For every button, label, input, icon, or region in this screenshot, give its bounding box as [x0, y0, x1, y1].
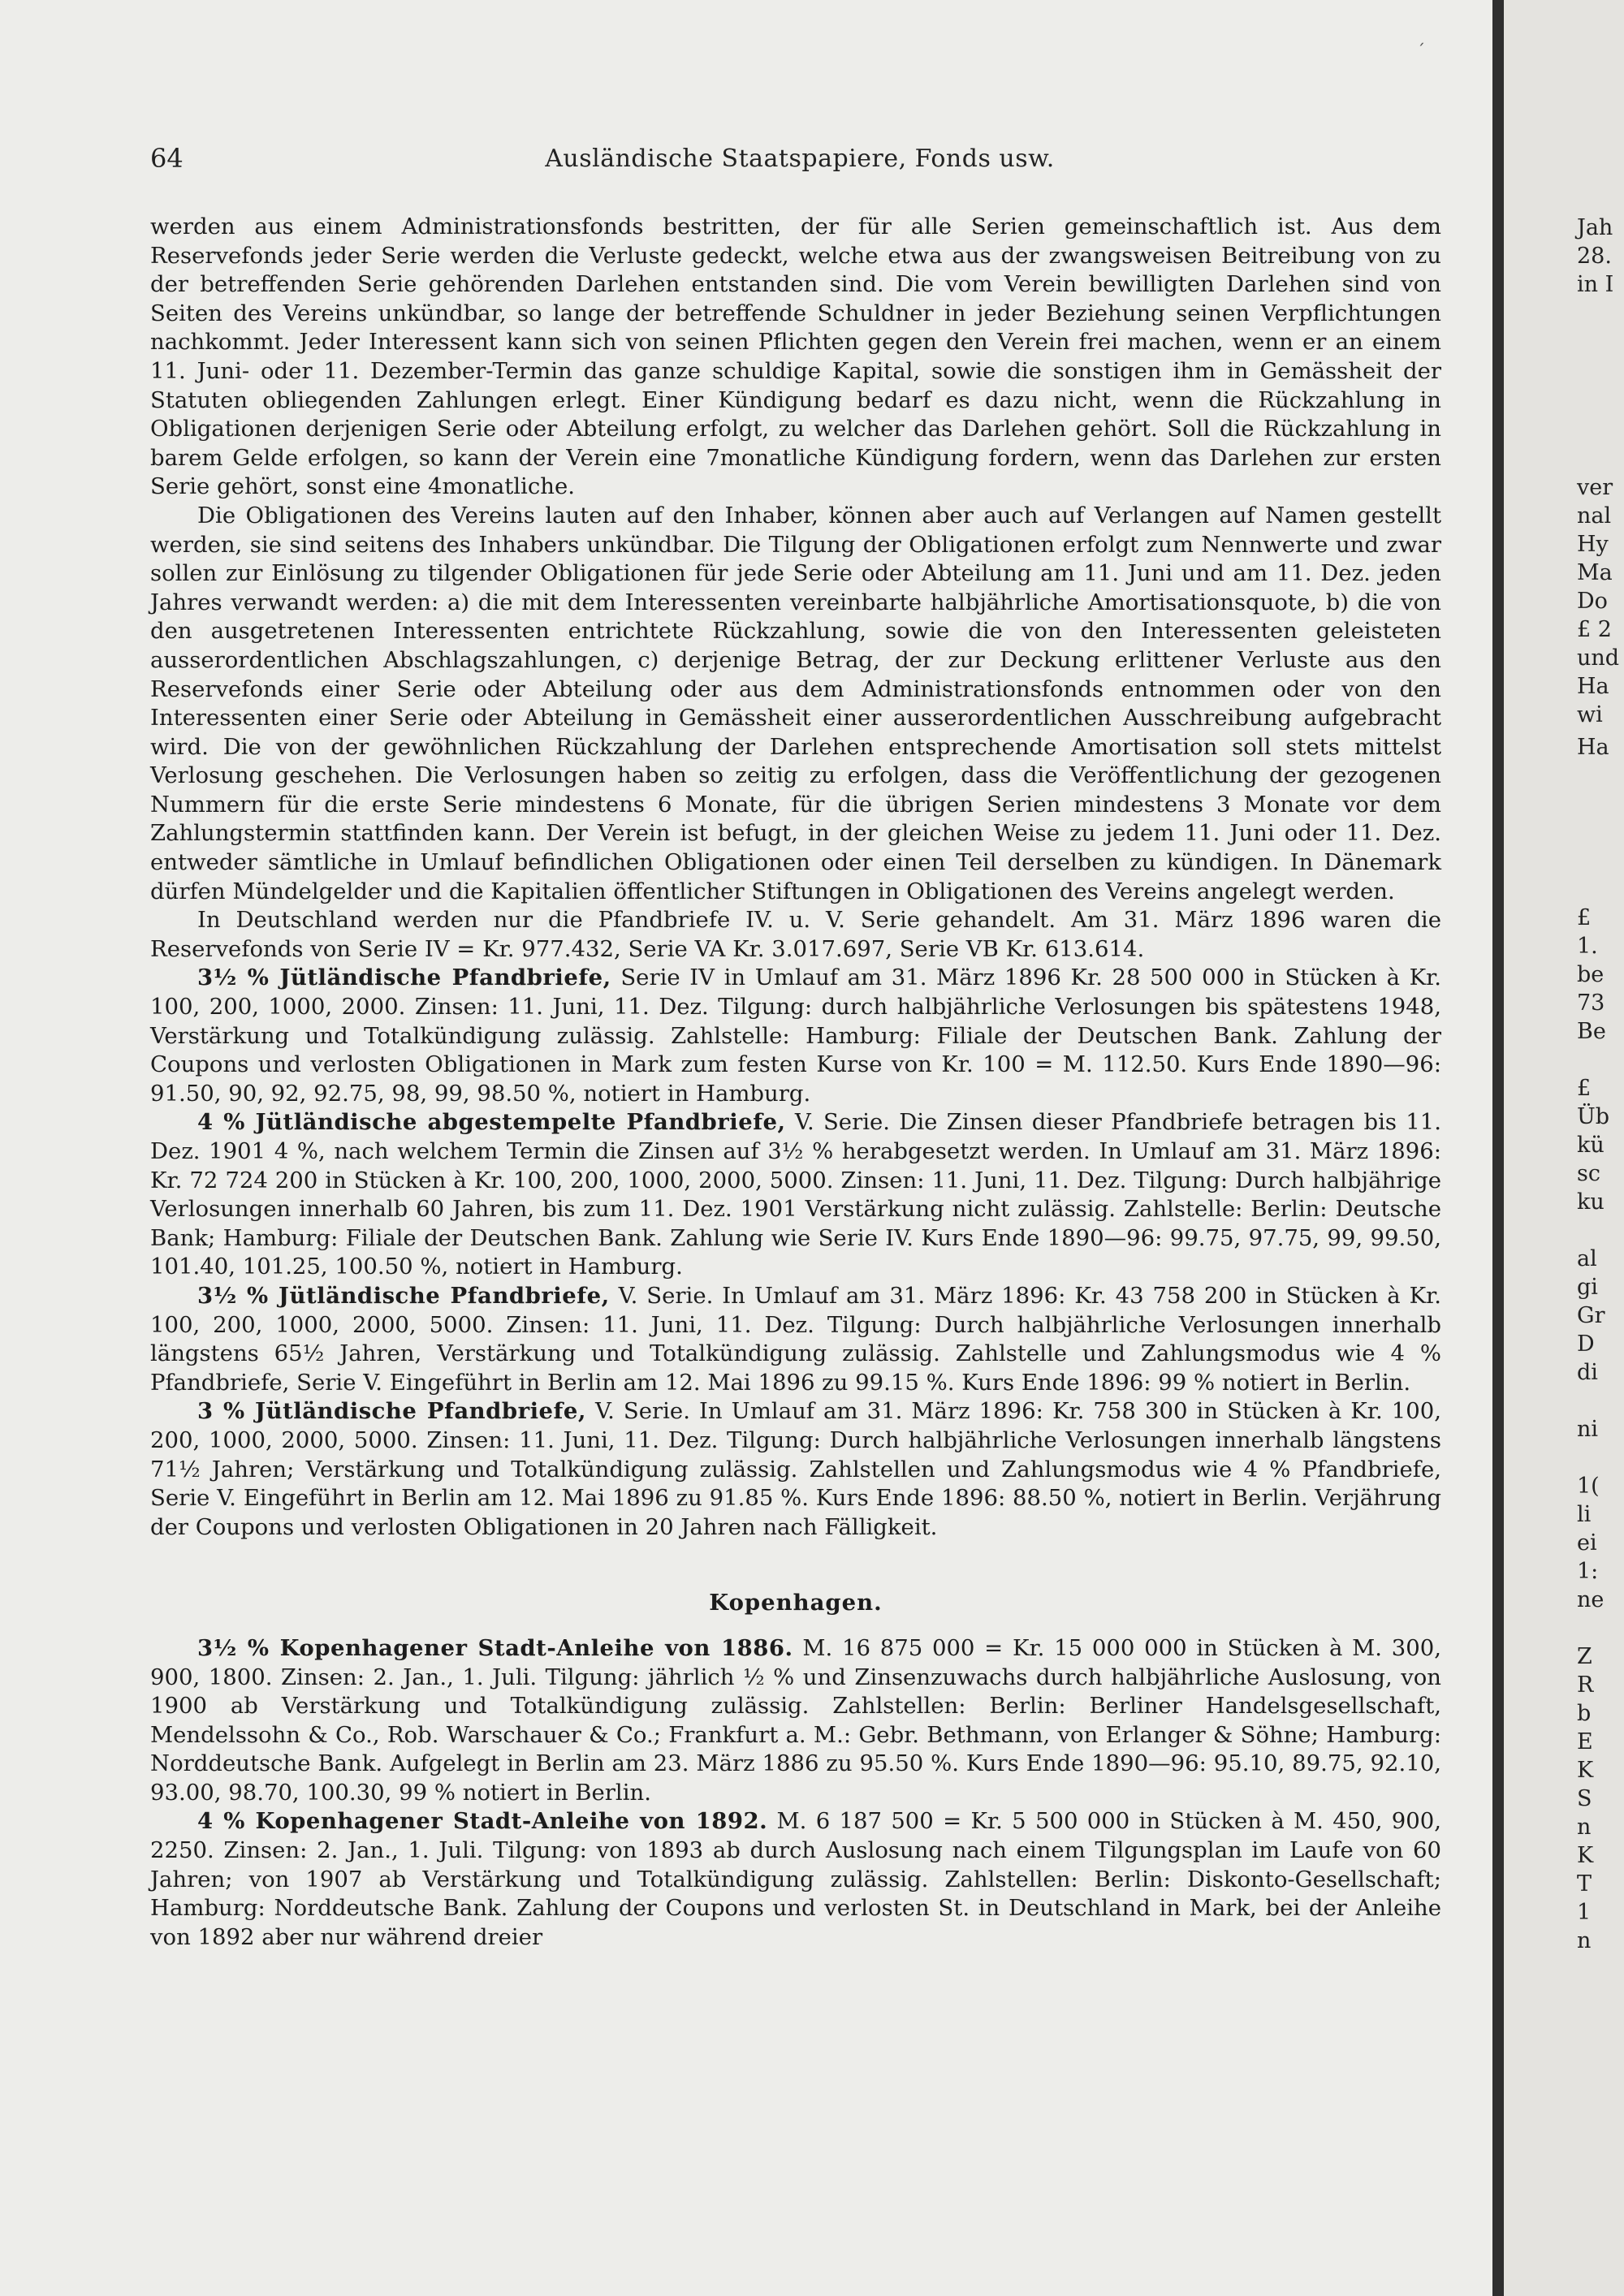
adjacent-page-fragment: K	[1577, 1843, 1594, 1868]
entry-jutland-3-serie-v	[150, 1397, 1441, 1542]
entry-text: V. Serie. In Umlauf am 31. März 1896: Kr. 43 758 200 in Stücken à Kr. 100, 200, 1000, 2000, 5000. Zinsen: 11. Juni, 11. Dez. Tilgung: Durch halbjährliche Verlosungen innerhalb längstens 65½ Jahren, Verstärkung und Totalkündigung zulässig. Zahlstelle und Zahlungsmodus wie 4 % Pfandbriefe, Serie V. Eingeführt in Berlin am 12. Mai 1896 zu 99.15 %. Kurs Ende 1896: 99 % notiert in Berlin.	[150, 1282, 1442, 1396]
entry-heading: 4 % Kopenhagener Stadt-Anleihe von 1892.	[197, 1808, 768, 1835]
adjacent-page-fragment: ku	[1577, 1189, 1605, 1215]
adjacent-page-fragment: Gr	[1577, 1303, 1605, 1328]
adjacent-page-fragment: Ma	[1577, 560, 1613, 585]
adjacent-page-fragment: ne	[1577, 1587, 1605, 1612]
entry-heading: 3 % Jütländische Pfandbriefe,	[197, 1398, 586, 1425]
adjacent-page-fragment: Do	[1577, 589, 1608, 614]
book-gutter	[1492, 0, 1504, 2296]
adjacent-page-fragment: Ha	[1577, 674, 1609, 699]
adjacent-page-fragment: li	[1577, 1502, 1592, 1527]
adjacent-page-fragment: ni	[1577, 1417, 1599, 1442]
adjacent-page-fragment: Üb	[1577, 1104, 1610, 1129]
entry-text: V. Serie. Die Zinsen dieser Pfandbriefe betragen bis 11. Dez. 1901 4 %, nach welchem Termin die Zinsen auf 3½ % herabgesetzt werden. In Umlauf am 31. März 1896: Kr. 72 724 200 in Stücken à Kr. 100, 200, 1000, 2000, 5000. Zinsen: 11. Juni, 11. Dez. Tilgung: Durch halbjährige Verlosungen innerhalb 60 Jahren, bis zum 11. Dez. 1901 Verstärkung nicht zulässig. Zahlstelle: Berlin: Deutsche Bank; Hamburg: Filiale der Deutschen Bank. Zahlung wie Serie IV. Kurs Ende 1890—96: 99.75, 97.75, 99, 99.50, 101.40, 101.25, 100.50 %, notiert in Hamburg.	[150, 1109, 1441, 1280]
adjacent-page-fragment: T	[1577, 1871, 1592, 1897]
entry-text: M. 16 875 000 = Kr. 15 000 000 in Stücken à M. 300, 900, 1800. Zinsen: 2. Jan., 1. Juli. Tilgung: jährlich ½ % und Zinsenzuwachs durch halbjährliche Auslosung, von 1900 ab Verstärkung und Totalkündigung zulässig. Zahlstellen: Berlin: Berliner Handelsgesellschaft, Mendelssohn & Co., Rob. Warschauer & Co.; Frankfurt a. M.: Gebr. Bethmann, von Erlanger & Söhne; Hamburg: Norddeutsche Bank. Aufgelegt in Berlin am 23. März 1886 zu 95.50 %. Kurs Ende 1890—96: 95.10, 89.75, 92.10, 93.00, 98.70, 100.30, 99 % notiert in Berlin.	[150, 1634, 1441, 1806]
adjacent-page-fragment: ver	[1577, 475, 1613, 500]
paragraph-deutschland: In Deutschland werden nur die Pfandbriefe IV. u. V. Serie gehandelt. Am 31. März 1896 waren die Reservefonds von Serie IV = Kr. 977.432, Serie VA Kr. 3.017.697, Serie VB Kr. 613.614.	[150, 907, 1441, 962]
adjacent-page-fragment: n	[1577, 1928, 1592, 1953]
adjacent-page-fragment: £	[1577, 905, 1592, 930]
entry-heading: 3½ % Jütländische Pfandbriefe,	[197, 965, 611, 991]
adjacent-page-fragment: und	[1577, 645, 1620, 671]
adjacent-page-fragment: K	[1577, 1758, 1594, 1783]
adjacent-page-fragment: 73	[1577, 990, 1605, 1016]
adjacent-page-fragment: al	[1577, 1246, 1597, 1271]
adjacent-page-fragment: £	[1577, 1076, 1592, 1101]
adjacent-page-fragment: in I	[1577, 272, 1614, 297]
adjacent-page-fragment: Ha	[1577, 735, 1609, 760]
adjacent-page-fragment: Hy	[1577, 532, 1609, 557]
adjacent-page-fragment: Jah	[1577, 215, 1613, 240]
adjacent-page-fragment: 1(	[1577, 1474, 1600, 1499]
entry-text: V. Serie. In Umlauf am 31. März 1896: Kr. 758 300 in Stücken à Kr. 100, 200, 1000, 2000, 5000. Zinsen: 11. Juni, 11. Dez. Tilgung: Durch halbjährliche Verlosungen innerhalb längstens 71½ Jahren; Verstärkung und Totalkündigung zulässig. Zahlstellen und Zahlungsmodus wie 4 % Pfandbriefe, Serie V. Eingeführt in Berlin am 12. Mai 1896 zu 91.85 %. Kurs Ende 1896: 88.50 %, notiert in Berlin. Verjährung der Coupons und verlosten Obligationen in 20 Jahren nach Fälligkeit.	[150, 1398, 1441, 1540]
paragraph-obligationen: Die Obligationen des Vereins lauten auf den Inhaber, können aber auch auf Verlangen auf Namen gestellt werden, sie sind seitens des Inhabers unkündbar. Die Tilgung der Obligationen erfolgt zum Nennwerte und zwar sollen zur Einlösung zu tilgender Obligationen für jede Serie oder Abteilung am 11. Juni und am 11. Dez. jeden Jahres verwandt werden: a) die mit dem Interessenten vereinbarte halbjährliche Amortisationsquote, b) die von den ausgetretenen Interessenten entrichtete Rückzahlung, sowie die von den Interessenten geleisteten ausserordentlichen Abschlagszahlungen, c) derjenige Betrag, der zur Deckung erlittener Verluste aus den Reservefonds einer Serie oder Abteilung oder aus dem Administrationsfonds entnommen oder von den Interessenten einer Serie oder Abteilung in Gemässheit einer ausserordentlichen Ausschreibung aufgebracht wird. Die von der gewöhnlichen Rückzahlung der Darlehen entsprechende Amortisation soll stets mittelst Verlosung geschehen. Die Verlosungen haben so zeitig zu erfolgen, dass die Veröffentlichung der gezogenen Nummern für die erste Serie mindestens 6 Monate, für die übrigen Serien mindestens 3 Monate vor dem Zahlungstermin stattfinden kann. Der Verein ist befugt, in der gleichen Weise zu jedem 11. Juni oder 11. Dez. entweder sämtliche in Umlauf befindlichen Obligationen oder einen Teil derselben zu kündigen. In Dänemark dürfen Mündelgelder und die Kapitalien öffentlicher Stiftungen in Obligationen des Vereins angelegt werden.	[150, 502, 1441, 904]
adjacent-page-fragment: n	[1577, 1815, 1592, 1840]
adjacent-page-fragment: kü	[1577, 1133, 1605, 1158]
page-body	[150, 213, 1441, 1952]
page-number: 64	[150, 143, 184, 174]
entry-heading: 4 % Jütländische abgestempelte Pfandbriefe,	[197, 1109, 786, 1136]
entry-jutland-4-abgestempelt	[150, 1108, 1441, 1282]
adjacent-page-fragment: wi	[1577, 702, 1603, 727]
adjacent-page-fragment: ei	[1577, 1530, 1597, 1556]
entry-heading: 3½ % Kopenhagener Stadt-Anleihe von 1886.	[197, 1634, 793, 1661]
adjacent-page-fragment: Be	[1577, 1019, 1606, 1044]
section-title-kopenhagen: Kopenhagen.	[709, 1590, 883, 1616]
adjacent-page-fragment: R	[1577, 1672, 1594, 1698]
entry-jutland-3-5-serie-v	[150, 1282, 1441, 1397]
adjacent-page-fragment: Z	[1577, 1644, 1592, 1669]
entry-text: M. 6 187 500 = Kr. 5 500 000 in Stücken à M. 450, 900, 2250. Zinsen: 2. Jan., 1. Juli. Tilgung: von 1893 ab durch Auslosung nach einem Tilgungsplan im Laufe von 60 Jahren; von 1907 ab Verstärkung und Totalkündigung zulässig. Zahlstellen: Berlin: Diskonto-Gesellschaft; Hamburg: Norddeutsche Bank. Zahlung der Coupons und verlosten St. in Deutschland in Mark, bei der Anleihe von 1892 aber nur während dreier	[150, 1808, 1441, 1950]
adjacent-page-fragment: b	[1577, 1701, 1592, 1726]
entry-heading: 3½ % Jütländische Pfandbriefe,	[197, 1282, 610, 1309]
scan-speck: ˊ	[1417, 41, 1425, 60]
paragraph-administration: werden aus einem Administrationsfonds bestritten, der für alle Serien gemeinschaftlich ist. Aus dem Reservefonds jeder Serie werden die Verluste gedeckt, welche etwa aus der zwangsweisen Beitreibung von zu der betreffenden Serie gehörenden Darlehen entstanden sind. Die vom Verein bewilligten Darlehen sind von Seiten des Vereins unkündbar, so lange der betreffende Schuldner in jeder Beziehung seinen Verpflichtungen nachkommt. Jeder Interessent kann sich von seinen Pflichten gegen den Verein frei machen, wenn er an einem 11. Juni- oder 11. Dezember-Termin das ganze schuldige Kapital, sowie die sonstigen ihm in Gemässheit der Statuten obliegenden Zahlungen erlegt. Einer Kündigung bedarf es dazu nicht, wenn die Rückzahlung in Obligationen derjenigen Serie oder Abteilung erfolgt, zu welcher das Darlehen gehört. Soll die Rückzahlung in barem Gelde erfolgen, so kann der Verein eine 7monatliche Kündigung fordern, wenn das Darlehen zur ersten Serie gehört, sonst eine 4monatliche.	[150, 214, 1441, 500]
adjacent-page-fragment: di	[1577, 1360, 1598, 1385]
adjacent-page-fragment: 28.	[1577, 244, 1612, 269]
entry-text: Serie IV in Umlauf am 31. März 1896 Kr. 28 500 000 in Stücken à Kr. 100, 200, 1000, 2000. Zinsen: 11. Juni, 11. Dez. Tilgung: durch halbjährliche Verlosungen bis spätestens 1948, Verstärkung und Totalkündigung zulässig. Zahlstelle: Hamburg: Filiale der Deutschen Bank. Zahlung der Coupons und verlosten Obligationen in Mark zum festen Kurse von Kr. 100 = M. 112.50. Kurs Ende 1890—96: 91.50, 90, 92, 92.75, 98, 99, 98.50 %, notiert in Hamburg.	[150, 965, 1441, 1107]
adjacent-page-fragment: S	[1577, 1786, 1592, 1811]
adjacent-page-fragment: 1.	[1577, 934, 1598, 959]
adjacent-page-fragment: 1:	[1577, 1559, 1599, 1584]
adjacent-page-fragment: be	[1577, 962, 1605, 987]
adjacent-page-fragment: nal	[1577, 503, 1612, 529]
adjacent-page-fragment: sc	[1577, 1161, 1600, 1186]
adjacent-page-fragment: 1	[1577, 1900, 1592, 1925]
entry-jutland-3-5-serie-iv	[150, 964, 1441, 1108]
adjacent-page-fragment: gi	[1577, 1275, 1598, 1300]
adjacent-page-fragment: D	[1577, 1331, 1595, 1357]
entry-kopenhagen-1892	[150, 1807, 1441, 1952]
adjacent-page-edge	[1504, 0, 1624, 2296]
entry-kopenhagen-1886	[150, 1634, 1441, 1808]
adjacent-page-fragment: E	[1577, 1729, 1593, 1754]
adjacent-page-fragment: £ 2	[1577, 617, 1612, 642]
running-title: Ausländische Staatspapiere, Fonds usw.	[545, 145, 1055, 173]
